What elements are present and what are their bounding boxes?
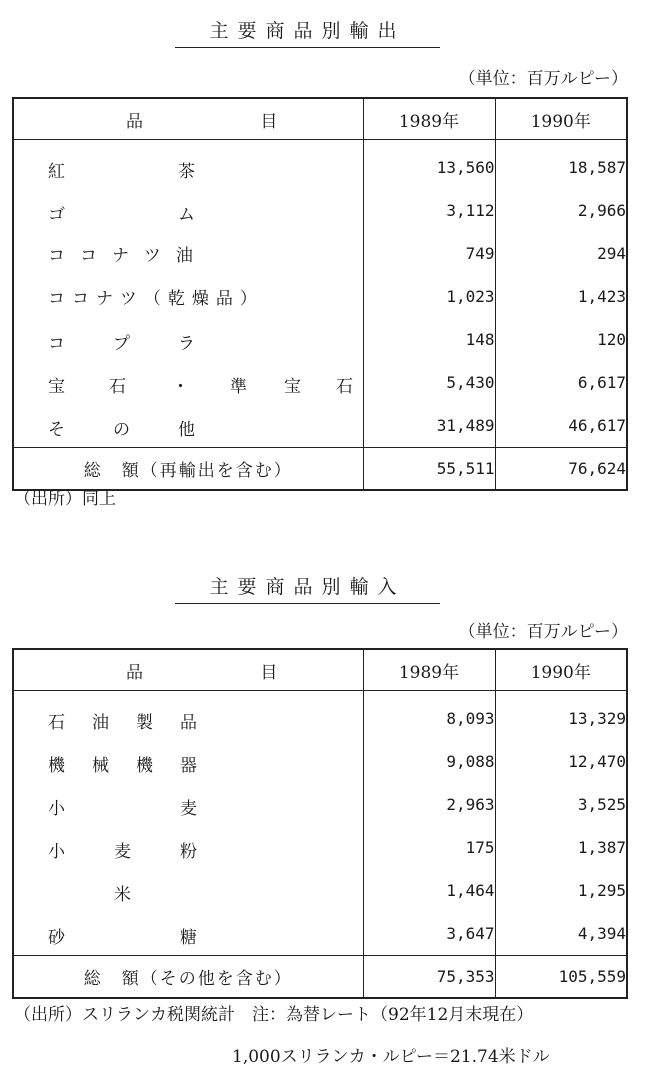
- table-row: [13, 404, 627, 448]
- value-1990: 1,295: [495, 869, 627, 912]
- table-row: [13, 783, 627, 826]
- export-source-note: （出所）同上: [14, 489, 116, 509]
- year-1989-header: 1989年: [363, 98, 495, 140]
- table-row: [13, 826, 627, 869]
- item-name: 紅 茶: [48, 161, 195, 182]
- import-table: [12, 648, 628, 999]
- item-name: 宝 石 ・ 準 宝 石: [48, 376, 353, 397]
- value-1990: 12,470: [495, 740, 627, 783]
- value-1990: 3,525: [495, 783, 627, 826]
- value-1989: 13,560: [363, 140, 495, 190]
- value-1989: 9,088: [363, 740, 495, 783]
- value-1989: 148: [363, 318, 495, 361]
- total-1990: 76,624: [495, 448, 627, 491]
- export-header-row: [13, 98, 627, 140]
- total-row: [13, 956, 627, 999]
- export-table: [12, 97, 628, 491]
- value-1989: 8,093: [363, 691, 495, 741]
- item-name: ココナツ油: [48, 246, 208, 266]
- import-title: 主要商品別輸入: [175, 572, 440, 604]
- value-1990: 1,423: [495, 275, 627, 318]
- total-1990: 105,559: [495, 956, 627, 999]
- table-row: [13, 869, 627, 912]
- total-1989: 75,353: [363, 956, 495, 999]
- year-1990-header: 1990年: [495, 649, 627, 691]
- value-1990: 6,617: [495, 361, 627, 404]
- table-row: [13, 189, 627, 232]
- value-1989: 175: [363, 826, 495, 869]
- import-source-note: （出所）スリランカ税関統計 注：為替レート（92年12月末現在）: [14, 1005, 534, 1025]
- item-header-a: 品: [126, 111, 143, 132]
- item-name: 石 油 製 品: [48, 712, 197, 733]
- year-1990-header: 1990年: [495, 98, 627, 140]
- value-1989: 2,963: [363, 783, 495, 826]
- value-1989: 3,112: [363, 189, 495, 232]
- item-name: 砂 糖: [48, 927, 197, 948]
- table-row: [13, 912, 627, 956]
- table-row: [13, 691, 627, 741]
- value-1990: 294: [495, 232, 627, 275]
- import-header-row: [13, 649, 627, 691]
- value-1990: 13,329: [495, 691, 627, 741]
- item-name: 米: [114, 884, 131, 905]
- year-1989-header: 1989年: [363, 649, 495, 691]
- export-unit-label: （単位：百万ルピー）: [458, 69, 628, 89]
- table-row: [13, 361, 627, 404]
- value-1990: 2,966: [495, 189, 627, 232]
- value-1990: 18,587: [495, 140, 627, 190]
- import-unit-label: （単位：百万ルピー）: [458, 622, 628, 642]
- item-name: ココナツ（乾燥品）: [48, 289, 264, 309]
- table-row: [13, 740, 627, 783]
- value-1989: 3,647: [363, 912, 495, 956]
- total-label: 総 額（その他を含む）: [13, 956, 363, 999]
- value-1990: 1,387: [495, 826, 627, 869]
- item-header-b: 目: [260, 662, 278, 683]
- item-name: そ の 他: [48, 419, 195, 440]
- total-label: 総 額（再輸出を含む）: [13, 448, 363, 491]
- total-1989: 55,511: [363, 448, 495, 491]
- value-1989: 1,023: [363, 275, 495, 318]
- export-title: 主要商品別輸出: [175, 16, 440, 48]
- value-1990: 46,617: [495, 404, 627, 448]
- table-row: [13, 140, 627, 190]
- value-1989: 749: [363, 232, 495, 275]
- item-name: 機 械 機 器: [48, 755, 197, 776]
- value-1989: 31,489: [363, 404, 495, 448]
- item-name: コ プ ラ: [48, 333, 195, 354]
- exchange-rate-note: 1,000スリランカ・ルピー＝21.74米ドル: [232, 1047, 550, 1067]
- item-column-header: [13, 98, 363, 140]
- item-name: 小 麦 粉: [48, 841, 197, 862]
- value-1990: 4,394: [495, 912, 627, 956]
- item-column-header: [13, 649, 363, 691]
- item-name: 小 麦: [48, 798, 197, 819]
- value-1990: 120: [495, 318, 627, 361]
- value-1989: 1,464: [363, 869, 495, 912]
- table-row: [13, 275, 627, 318]
- item-header-a: 品: [126, 662, 143, 683]
- table-row: [13, 232, 627, 275]
- value-1989: 5,430: [363, 361, 495, 404]
- item-header-b: 目: [260, 111, 278, 132]
- table-row: [13, 318, 627, 361]
- item-name: ゴ ム: [48, 204, 195, 225]
